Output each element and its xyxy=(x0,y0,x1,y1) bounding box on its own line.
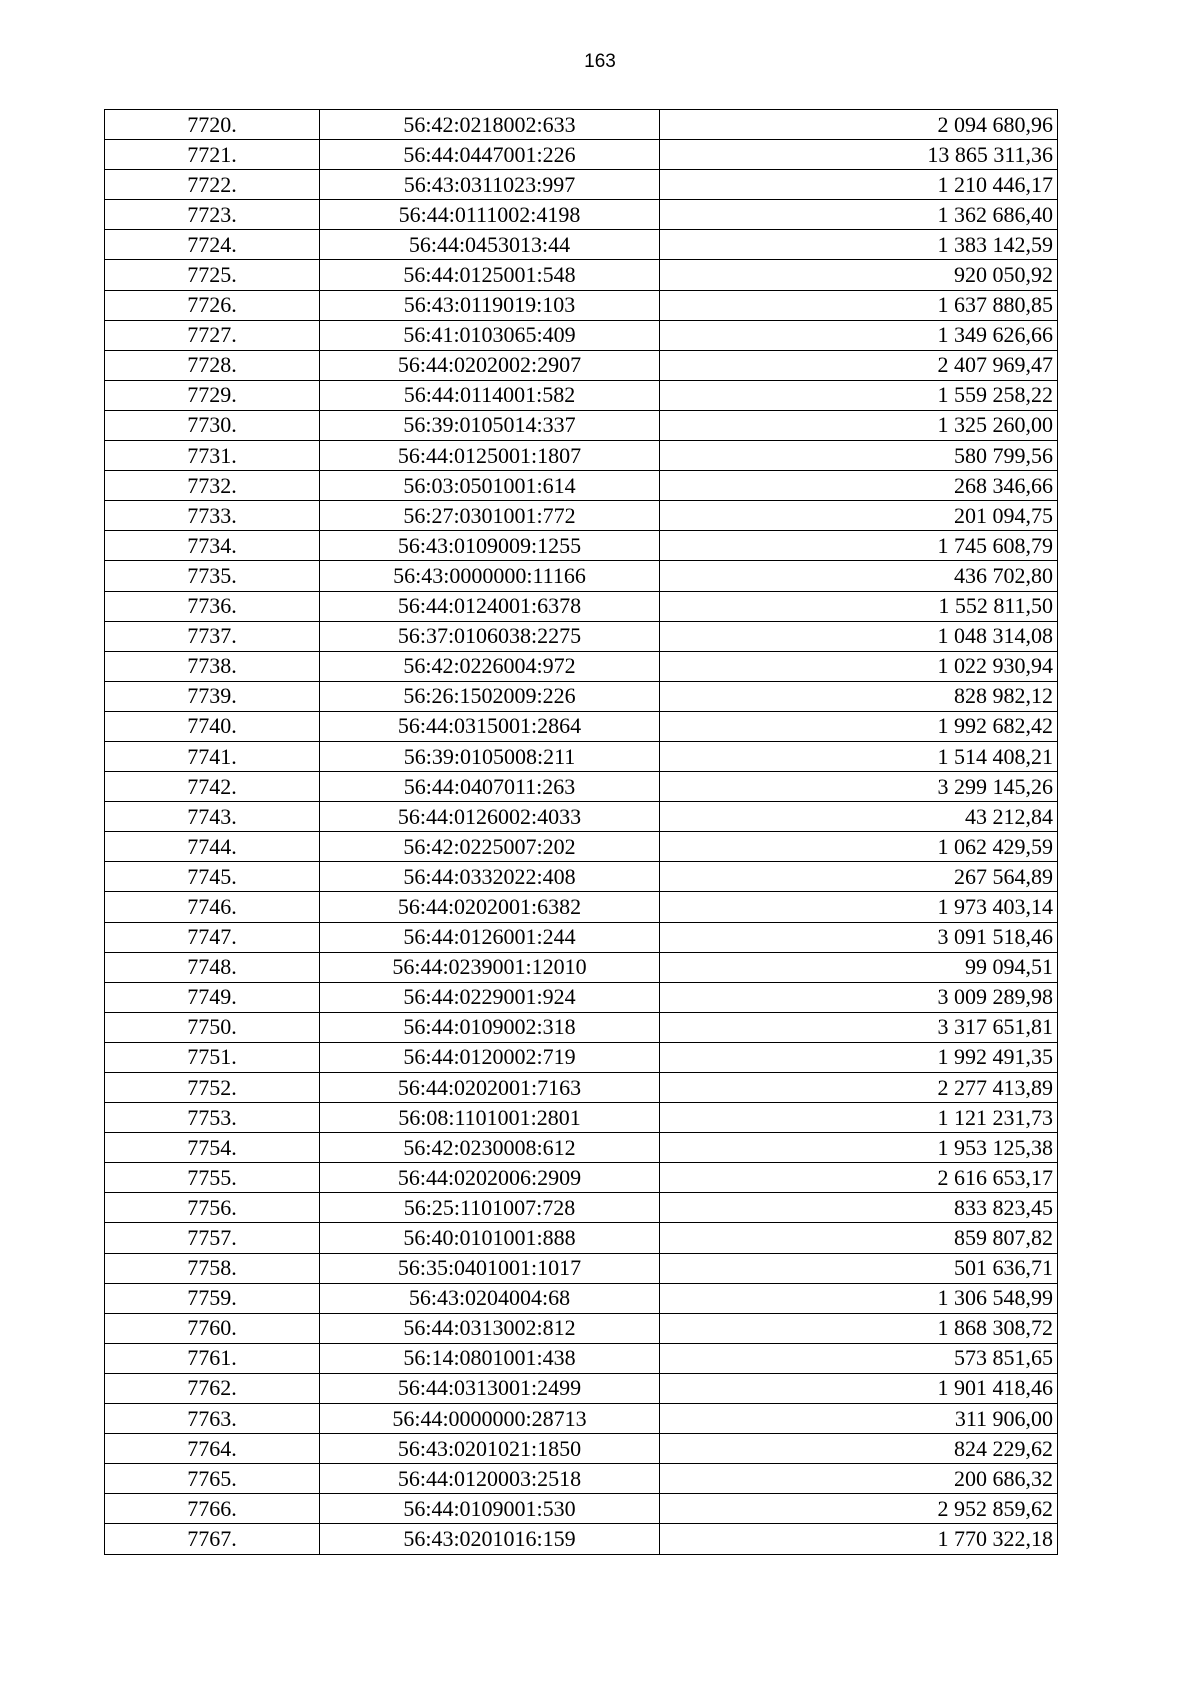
table-row xyxy=(105,711,1058,741)
page-number: 163 xyxy=(584,51,616,72)
table-row xyxy=(105,290,1058,320)
cadastral-number-cell: 56:44:0114001:582 xyxy=(320,380,660,410)
row-number-cell: 7725. xyxy=(105,260,320,290)
cadastral-number-cell: 56:43:0000000:11166 xyxy=(320,561,660,591)
row-number-cell: 7763. xyxy=(105,1404,320,1434)
cadastral-number-cell: 56:44:0313002:812 xyxy=(320,1313,660,1343)
cadastral-value-cell: 580 799,56 xyxy=(660,441,1058,471)
cadastral-number-cell: 56:41:0103065:409 xyxy=(320,320,660,350)
cadastral-value-cell: 1 637 880,85 xyxy=(660,290,1058,320)
cadastral-number-cell: 56:42:0218002:633 xyxy=(320,110,660,140)
table-row xyxy=(105,741,1058,771)
table-row xyxy=(105,952,1058,982)
cadastral-value-cell: 201 094,75 xyxy=(660,501,1058,531)
table-row xyxy=(105,1313,1058,1343)
cadastral-value-cell: 43 212,84 xyxy=(660,802,1058,832)
table-row xyxy=(105,501,1058,531)
cadastral-number-cell: 56:44:0109002:318 xyxy=(320,1012,660,1042)
table-row xyxy=(105,1103,1058,1133)
cadastral-value-cell: 13 865 311,36 xyxy=(660,140,1058,170)
cadastral-value-cell: 3 317 651,81 xyxy=(660,1012,1058,1042)
table-row xyxy=(105,200,1058,230)
cadastral-number-cell: 56:14:0801001:438 xyxy=(320,1343,660,1373)
row-number-cell: 7749. xyxy=(105,982,320,1012)
table-row xyxy=(105,1283,1058,1313)
row-number-cell: 7743. xyxy=(105,802,320,832)
cadastral-value-cell: 99 094,51 xyxy=(660,952,1058,982)
cadastral-value-cell: 824 229,62 xyxy=(660,1434,1058,1464)
table-body xyxy=(105,110,1058,1555)
cadastral-value-cell: 2 616 653,17 xyxy=(660,1163,1058,1193)
cadastral-number-cell: 56:44:0453013:44 xyxy=(320,230,660,260)
cadastral-number-cell: 56:43:0201016:159 xyxy=(320,1524,660,1554)
row-number-cell: 7752. xyxy=(105,1073,320,1103)
cadastral-value-cell: 1 973 403,14 xyxy=(660,892,1058,922)
cadastral-number-cell: 56:43:0311023:997 xyxy=(320,170,660,200)
table-row xyxy=(105,1404,1058,1434)
row-number-cell: 7734. xyxy=(105,531,320,561)
row-number-cell: 7733. xyxy=(105,501,320,531)
cadastral-number-cell: 56:08:1101001:2801 xyxy=(320,1103,660,1133)
row-number-cell: 7766. xyxy=(105,1494,320,1524)
table-row xyxy=(105,1434,1058,1464)
row-number-cell: 7760. xyxy=(105,1313,320,1343)
row-number-cell: 7747. xyxy=(105,922,320,952)
cadastral-value-cell: 1 901 418,46 xyxy=(660,1373,1058,1403)
row-number-cell: 7767. xyxy=(105,1524,320,1554)
row-number-cell: 7754. xyxy=(105,1133,320,1163)
table-row xyxy=(105,1373,1058,1403)
row-number-cell: 7759. xyxy=(105,1283,320,1313)
row-number-cell: 7744. xyxy=(105,832,320,862)
cadastral-number-cell: 56:44:0407011:263 xyxy=(320,772,660,802)
cadastral-number-cell: 56:44:0332022:408 xyxy=(320,862,660,892)
row-number-cell: 7755. xyxy=(105,1163,320,1193)
cadastral-value-cell: 3 299 145,26 xyxy=(660,772,1058,802)
cadastral-number-cell: 56:37:0106038:2275 xyxy=(320,621,660,651)
table-row xyxy=(105,350,1058,380)
cadastral-value-cell: 2 094 680,96 xyxy=(660,110,1058,140)
row-number-cell: 7758. xyxy=(105,1253,320,1283)
row-number-cell: 7721. xyxy=(105,140,320,170)
cadastral-value-cell: 311 906,00 xyxy=(660,1404,1058,1434)
cadastral-number-cell: 56:44:0124001:6378 xyxy=(320,591,660,621)
row-number-cell: 7727. xyxy=(105,320,320,350)
row-number-cell: 7756. xyxy=(105,1193,320,1223)
cadastral-number-cell: 56:03:0501001:614 xyxy=(320,471,660,501)
cadastral-value-cell: 1 383 142,59 xyxy=(660,230,1058,260)
cadastral-value-cell: 268 346,66 xyxy=(660,471,1058,501)
table-row xyxy=(105,651,1058,681)
table-row xyxy=(105,170,1058,200)
cadastral-number-cell: 56:44:0202006:2909 xyxy=(320,1163,660,1193)
row-number-cell: 7736. xyxy=(105,591,320,621)
table-row xyxy=(105,410,1058,440)
cadastral-value-cell: 1 022 930,94 xyxy=(660,651,1058,681)
table-row xyxy=(105,110,1058,140)
cadastral-value-cell: 1 992 682,42 xyxy=(660,711,1058,741)
row-number-cell: 7764. xyxy=(105,1434,320,1464)
cadastral-number-cell: 56:42:0230008:612 xyxy=(320,1133,660,1163)
cadastral-number-cell: 56:44:0109001:530 xyxy=(320,1494,660,1524)
cadastral-number-cell: 56:43:0201021:1850 xyxy=(320,1434,660,1464)
cadastral-value-cell: 828 982,12 xyxy=(660,681,1058,711)
cadastral-value-cell: 1 048 314,08 xyxy=(660,621,1058,651)
table-row xyxy=(105,832,1058,862)
cadastral-number-cell: 56:39:0105014:337 xyxy=(320,410,660,440)
row-number-cell: 7742. xyxy=(105,772,320,802)
cadastral-number-cell: 56:44:0125001:1807 xyxy=(320,441,660,471)
table-row xyxy=(105,471,1058,501)
table-row xyxy=(105,681,1058,711)
cadastral-number-cell: 56:44:0000000:28713 xyxy=(320,1404,660,1434)
cadastral-number-cell: 56:35:0401001:1017 xyxy=(320,1253,660,1283)
cadastral-number-cell: 56:44:0125001:548 xyxy=(320,260,660,290)
cadastral-number-cell: 56:44:0111002:4198 xyxy=(320,200,660,230)
cadastral-number-cell: 56:43:0119019:103 xyxy=(320,290,660,320)
row-number-cell: 7723. xyxy=(105,200,320,230)
table-row xyxy=(105,922,1058,952)
row-number-cell: 7748. xyxy=(105,952,320,982)
cadastral-value-cell: 1 210 446,17 xyxy=(660,170,1058,200)
cadastral-value-cell: 267 564,89 xyxy=(660,862,1058,892)
row-number-cell: 7746. xyxy=(105,892,320,922)
table-row xyxy=(105,1012,1058,1042)
row-number-cell: 7757. xyxy=(105,1223,320,1253)
cadastral-value-cell: 1 349 626,66 xyxy=(660,320,1058,350)
cadastral-number-cell: 56:43:0204004:68 xyxy=(320,1283,660,1313)
row-number-cell: 7745. xyxy=(105,862,320,892)
row-number-cell: 7732. xyxy=(105,471,320,501)
row-number-cell: 7740. xyxy=(105,711,320,741)
table-row xyxy=(105,1193,1058,1223)
cadastral-value-cell: 1 552 811,50 xyxy=(660,591,1058,621)
table-row xyxy=(105,1042,1058,1072)
table-row xyxy=(105,230,1058,260)
cadastral-value-cell: 3 091 518,46 xyxy=(660,922,1058,952)
cadastral-value-cell: 573 851,65 xyxy=(660,1343,1058,1373)
table-row xyxy=(105,892,1058,922)
cadastral-value-cell: 859 807,82 xyxy=(660,1223,1058,1253)
cadastral-value-cell: 920 050,92 xyxy=(660,260,1058,290)
table-row xyxy=(105,320,1058,350)
cadastral-value-cell: 1 745 608,79 xyxy=(660,531,1058,561)
row-number-cell: 7741. xyxy=(105,741,320,771)
row-number-cell: 7765. xyxy=(105,1464,320,1494)
row-number-cell: 7762. xyxy=(105,1373,320,1403)
cadastral-number-cell: 56:44:0229001:924 xyxy=(320,982,660,1012)
row-number-cell: 7738. xyxy=(105,651,320,681)
cadastral-value-cell: 3 009 289,98 xyxy=(660,982,1058,1012)
cadastral-number-cell: 56:44:0447001:226 xyxy=(320,140,660,170)
cadastral-number-cell: 56:44:0313001:2499 xyxy=(320,1373,660,1403)
cadastral-number-cell: 56:44:0126001:244 xyxy=(320,922,660,952)
table-row xyxy=(105,1073,1058,1103)
table-row xyxy=(105,260,1058,290)
cadastral-value-cell: 2 277 413,89 xyxy=(660,1073,1058,1103)
row-number-cell: 7720. xyxy=(105,110,320,140)
table-row xyxy=(105,621,1058,651)
table-row xyxy=(105,1223,1058,1253)
cadastral-value-cell: 2 407 969,47 xyxy=(660,350,1058,380)
cadastral-number-cell: 56:44:0202002:2907 xyxy=(320,350,660,380)
cadastral-number-cell: 56:44:0202001:6382 xyxy=(320,892,660,922)
table-row xyxy=(105,1253,1058,1283)
table-row xyxy=(105,380,1058,410)
row-number-cell: 7761. xyxy=(105,1343,320,1373)
cadastral-value-cell: 1 992 491,35 xyxy=(660,1042,1058,1072)
row-number-cell: 7730. xyxy=(105,410,320,440)
row-number-cell: 7728. xyxy=(105,350,320,380)
cadastral-number-cell: 56:40:0101001:888 xyxy=(320,1223,660,1253)
table-row xyxy=(105,441,1058,471)
cadastral-value-cell: 1 559 258,22 xyxy=(660,380,1058,410)
row-number-cell: 7722. xyxy=(105,170,320,200)
row-number-cell: 7726. xyxy=(105,290,320,320)
cadastral-value-cell: 436 702,80 xyxy=(660,561,1058,591)
table-row xyxy=(105,802,1058,832)
row-number-cell: 7735. xyxy=(105,561,320,591)
table-row xyxy=(105,140,1058,170)
table-row xyxy=(105,862,1058,892)
row-number-cell: 7724. xyxy=(105,230,320,260)
cadastral-value-cell: 501 636,71 xyxy=(660,1253,1058,1283)
cadastral-value-cell: 1 953 125,38 xyxy=(660,1133,1058,1163)
cadastral-number-cell: 56:44:0315001:2864 xyxy=(320,711,660,741)
row-number-cell: 7753. xyxy=(105,1103,320,1133)
cadastral-number-cell: 56:44:0202001:7163 xyxy=(320,1073,660,1103)
cadastral-number-cell: 56:42:0225007:202 xyxy=(320,832,660,862)
cadastral-value-cell: 2 952 859,62 xyxy=(660,1494,1058,1524)
row-number-cell: 7751. xyxy=(105,1042,320,1072)
table-row xyxy=(105,1163,1058,1193)
cadastral-value-cell: 1 770 322,18 xyxy=(660,1524,1058,1554)
cadastral-number-cell: 56:25:1101007:728 xyxy=(320,1193,660,1223)
cadastral-number-cell: 56:42:0226004:972 xyxy=(320,651,660,681)
table-row xyxy=(105,982,1058,1012)
row-number-cell: 7739. xyxy=(105,681,320,711)
cadastral-number-cell: 56:26:1502009:226 xyxy=(320,681,660,711)
cadastral-number-cell: 56:44:0120002:719 xyxy=(320,1042,660,1072)
cadastral-number-cell: 56:44:0239001:12010 xyxy=(320,952,660,982)
cadastral-value-cell: 1 868 308,72 xyxy=(660,1313,1058,1343)
row-number-cell: 7737. xyxy=(105,621,320,651)
cadastral-value-cell: 200 686,32 xyxy=(660,1464,1058,1494)
row-number-cell: 7731. xyxy=(105,441,320,471)
table-row xyxy=(105,772,1058,802)
cadastral-number-cell: 56:39:0105008:211 xyxy=(320,741,660,771)
row-number-cell: 7750. xyxy=(105,1012,320,1042)
table-row xyxy=(105,1133,1058,1163)
table-row xyxy=(105,1524,1058,1554)
cadastral-table xyxy=(104,109,1058,1555)
table-row xyxy=(105,561,1058,591)
cadastral-value-cell: 833 823,45 xyxy=(660,1193,1058,1223)
table-row xyxy=(105,591,1058,621)
table-row xyxy=(105,1464,1058,1494)
cadastral-value-cell: 1 306 548,99 xyxy=(660,1283,1058,1313)
cadastral-number-cell: 56:44:0126002:4033 xyxy=(320,802,660,832)
cadastral-value-cell: 1 514 408,21 xyxy=(660,741,1058,771)
cadastral-value-cell: 1 121 231,73 xyxy=(660,1103,1058,1133)
cadastral-number-cell: 56:43:0109009:1255 xyxy=(320,531,660,561)
table-row xyxy=(105,1494,1058,1524)
cadastral-number-cell: 56:27:0301001:772 xyxy=(320,501,660,531)
cadastral-value-cell: 1 062 429,59 xyxy=(660,832,1058,862)
table-row xyxy=(105,1343,1058,1373)
cadastral-value-cell: 1 325 260,00 xyxy=(660,410,1058,440)
table-row xyxy=(105,531,1058,561)
row-number-cell: 7729. xyxy=(105,380,320,410)
cadastral-value-cell: 1 362 686,40 xyxy=(660,200,1058,230)
cadastral-number-cell: 56:44:0120003:2518 xyxy=(320,1464,660,1494)
